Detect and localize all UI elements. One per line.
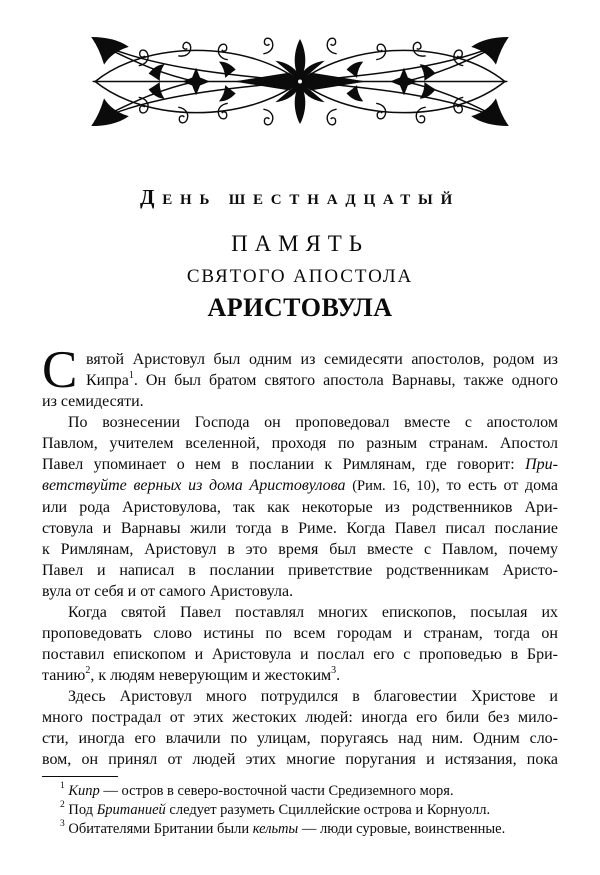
text-segment: кельты [252,821,299,837]
text-segment: — люди суровые, воинственные. [298,821,506,837]
text-line [42,707,558,728]
text-segment: Павлом, учителем вселенной, проходя по разным странам. Апостол [42,435,558,452]
paragraph [42,412,558,602]
text-segment: поставил епископом и Аристовула и послал его с проповедью в Бри- [42,646,558,663]
text-segment: (Рим. 16, 10) [352,478,436,494]
saint-apostle-heading: СВЯТОГО АПОСТОЛА [186,266,414,287]
text-segment: вом, он принял от людей этих многие поругания и истязания, пока [42,751,558,768]
text-segment: стовула и Варнавы жили тогда в Риме. Когда Павел писал послание [42,520,558,537]
text-line [42,644,558,665]
apostle-name-heading: АРИСТОВУЛА [207,293,393,322]
text-segment: . [336,667,341,684]
text-segment: Когда святой Павел поставлял многих епископов, посылая их [68,604,558,621]
text-segment: — остров в северо-восточной части Средиземного моря. [99,783,454,799]
text-line [42,412,558,433]
text-segment: , то есть от дома [435,477,558,494]
text-line [42,602,558,623]
text-line [42,665,558,686]
footnote-ref: 1 [128,369,134,381]
text-segment: . Он был братом святого апостола Варнавы, также одного [133,372,558,389]
footnote-line [42,782,558,801]
text-line [42,370,558,391]
text-segment: танию [42,667,86,684]
text-line [42,497,558,518]
text-line [42,433,558,454]
footnote-ref: 1 [60,781,65,792]
text-segment: ветствуйте верных из дома Аристовулова [42,477,353,494]
paragraph [42,341,558,412]
text-segment: Обитателями Британии были [64,821,253,837]
footnotes-list [42,782,558,839]
text-segment: По вознесении Господа он проповедовал вместе с апостолом [68,414,558,431]
body-text [42,341,558,770]
text-segment: Павел и написал в послании приветствие родственникам Аристо- [42,562,558,579]
text-segment: При- [525,456,558,473]
footnote-line [42,820,558,839]
text-line [42,749,558,770]
memory-heading: ПАМЯТЬ [231,231,369,256]
text-segment: проповедовать слово истины по всем городам и странам, тогда он [42,625,558,642]
text-line [42,391,558,412]
text-segment: Здесь Аристовул много потрудился в благовестии Христове и [68,688,558,705]
text-segment: Павел упоминает о нем в послании к Римлянам, где говорит: [42,456,526,473]
text-line [42,686,558,707]
text-segment: или рода Аристовулова, так как некоторые из родственников Ари- [42,499,558,516]
day-heading: ДЕНЬ ШЕСТНАДЦАТЫЙ [139,185,461,209]
text-segment: к Римлянам, Аристовул в это время был вместе с Павлом, почему [42,541,558,558]
footnote-ref: 3 [60,819,65,830]
footnote-rule [42,776,118,777]
text-segment: много пострадал от этих жестоких людей: иногда его били без мило- [42,709,558,726]
text-segment: вятой Аристовул был одним из семидесяти апостолов, родом из [86,351,558,368]
footnote-line [42,801,558,820]
ornament-band [87,34,513,129]
text-line [42,454,558,475]
text-line [42,728,558,749]
text-line [42,349,558,370]
text-segment: Под [64,802,97,818]
text-segment: из семидесяти. [42,393,144,410]
paragraph [42,686,558,770]
footnote-ref: 2 [60,800,65,811]
text-segment: вула от себя и от самого Аристовула. [42,583,294,600]
text-line [42,475,558,497]
text-segment: Кипра [86,372,129,389]
footnote-ref: 3 [331,664,337,676]
text-line [42,518,558,539]
footnote-ref: 2 [85,664,91,676]
text-segment: Британией [96,802,166,818]
paragraph [42,602,558,686]
text-segment: следует разуметь Сциллейские острова и Корнуолл. [165,802,491,818]
text-segment: , к людям неверующим и жестоким [90,667,332,684]
text-line [42,560,558,581]
text-line [42,581,558,602]
text-line [42,539,558,560]
text-segment: сти, иногда его влачили по улицам, поругаясь над ним. Одним сло- [42,730,558,747]
text-line [42,623,558,644]
text-segment: Кипр [68,783,100,799]
drop-cap: С [42,341,78,399]
